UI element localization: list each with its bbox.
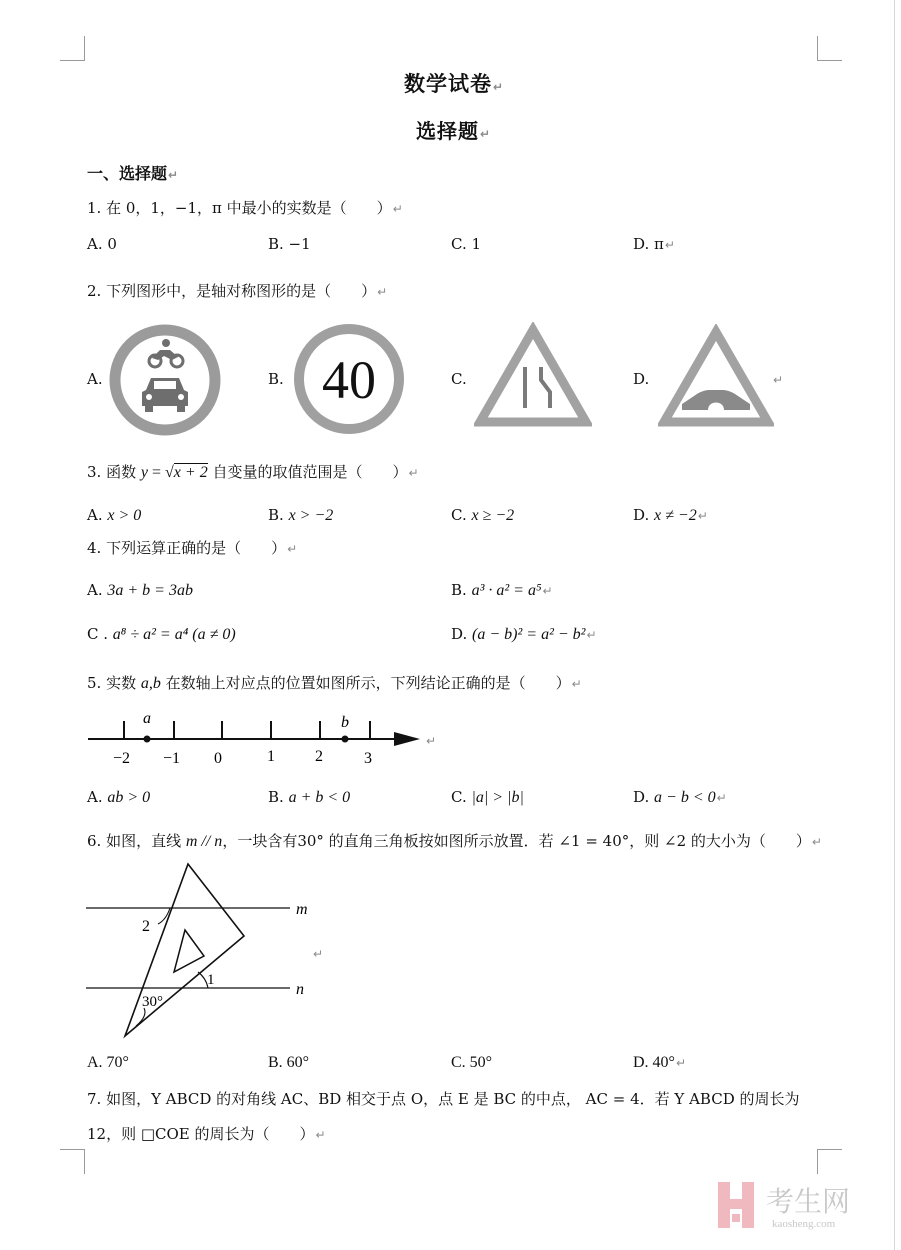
- section-heading: 一、选择题↵: [87, 164, 179, 183]
- question-2-stem: 2. 下列图形中，是轴对称图形的是（ ）↵: [87, 282, 388, 300]
- tick-label: −2: [113, 750, 131, 767]
- tick-label: 0: [214, 750, 222, 767]
- watermark-brand: 考生网: [766, 1187, 851, 1218]
- label-angle-1: 1: [207, 972, 215, 988]
- q4-option-a: A. 3a + b = 3ab: [87, 581, 193, 599]
- number-line-figure: [86, 706, 426, 770]
- page-title: 数学试卷↵: [404, 71, 505, 96]
- q2-option-b: B.: [268, 370, 284, 388]
- crop-mark-bottom-left: [84, 1149, 85, 1174]
- crop-mark-bottom-left: [60, 1149, 85, 1150]
- road-narrows-sign-icon: [474, 322, 592, 428]
- question-7-line-1: 7. 如图，Y ABCD 的对角线 AC、BD 相交于点 O，点 E 是 BC 的中点， AC = 4．若 Y ABCD 的周长为: [87, 1090, 800, 1108]
- crop-mark-top-right: [817, 36, 818, 61]
- question-3-stem: 3. 函数 y = √x + 2 自变量的取值范围是（ ）↵: [87, 463, 419, 481]
- crop-mark-bottom-right: [817, 1149, 818, 1174]
- hump-bridge-sign-icon: [658, 324, 774, 428]
- q5-option-b: B. a + b < 0: [268, 788, 351, 806]
- point-a: [144, 736, 151, 743]
- q1-option-b: B. −1: [268, 235, 311, 253]
- q2-option-a: A.: [87, 370, 103, 388]
- tick-label: 2: [315, 748, 323, 765]
- speed-limit-value: 40: [322, 350, 376, 410]
- tick-label: 1: [267, 748, 275, 765]
- question-4-stem: 4. 下列运算正确的是（ ）↵: [87, 539, 298, 557]
- label-a: a: [143, 710, 151, 727]
- q3-option-c: C. x ≥ −2: [451, 506, 515, 524]
- q3-option-a: A. x > 0: [87, 506, 142, 524]
- crop-mark-bottom-right: [817, 1149, 842, 1150]
- q3-option-b: B. x > −2: [268, 506, 334, 524]
- crop-mark-top-left: [84, 36, 85, 61]
- q2-option-d: D.: [633, 370, 650, 388]
- paragraph-mark: ↵: [773, 373, 784, 387]
- speed-limit-sign-icon: [292, 322, 406, 436]
- parallel-lines-triangle-figure: [84, 860, 324, 1042]
- tick-label: 3: [364, 750, 372, 767]
- paragraph-mark: ↵: [426, 734, 437, 748]
- page-edge: [894, 0, 895, 1250]
- label-angle-30: 30°: [142, 994, 163, 1010]
- label-line-m: m: [296, 901, 308, 918]
- q5-option-a: A. ab > 0: [87, 788, 151, 806]
- question-6-stem: 6. 如图，直线 m // n，一块含有30° 的直角三角板按如图所示放置．若 ∠1 = 40°，则 ∠2 的大小为（ ）↵: [87, 832, 822, 850]
- no-vehicles-sign-icon: [108, 324, 222, 436]
- label-b: b: [341, 714, 349, 731]
- q4-option-c: C . a⁸ ÷ a² = a⁴ (a ≠ 0): [87, 625, 236, 643]
- q4-option-d: D. (a − b)² = a² − b²↵: [451, 625, 597, 643]
- point-b: [342, 736, 349, 743]
- page-subtitle: 选择题↵: [416, 119, 492, 143]
- crop-mark-top-right: [817, 60, 842, 61]
- question-5-stem: 5. 实数 a,b 在数轴上对应点的位置如图所示，下列结论正确的是（ ）↵: [87, 674, 582, 692]
- q4-option-b: B. a³ · a² = a⁵↵: [451, 581, 553, 599]
- q6-option-d: D. 40°↵: [633, 1054, 687, 1071]
- question-1-stem: 1. 在 0，1，−1，π 中最小的实数是（ ）↵: [87, 199, 403, 217]
- q2-option-c: C.: [451, 370, 467, 388]
- q1-option-c: C. 1: [451, 235, 482, 253]
- q6-option-b: B. 60°: [268, 1054, 310, 1071]
- paragraph-mark: ↵: [313, 947, 324, 961]
- q3-option-d: D. x ≠ −2↵: [633, 506, 708, 524]
- q1-option-d: D. π↵: [633, 235, 675, 253]
- q5-option-c: C. |a| > |b|: [451, 788, 524, 806]
- q6-option-a: A. 70°: [87, 1054, 129, 1071]
- question-7-line-2: 12，则 □COE 的周长为（ ）↵: [87, 1125, 326, 1143]
- label-line-n: n: [296, 981, 304, 998]
- q6-option-c: C. 50°: [451, 1054, 493, 1071]
- q5-option-d: D. a − b < 0↵: [633, 788, 727, 806]
- q1-option-a: A. 0: [87, 235, 117, 253]
- watermark-logo: [716, 1178, 886, 1238]
- tick-label: −1: [163, 750, 181, 767]
- watermark-url: kaosheng.com: [772, 1218, 836, 1230]
- crop-mark-top-left: [60, 60, 85, 61]
- label-angle-2: 2: [142, 918, 150, 935]
